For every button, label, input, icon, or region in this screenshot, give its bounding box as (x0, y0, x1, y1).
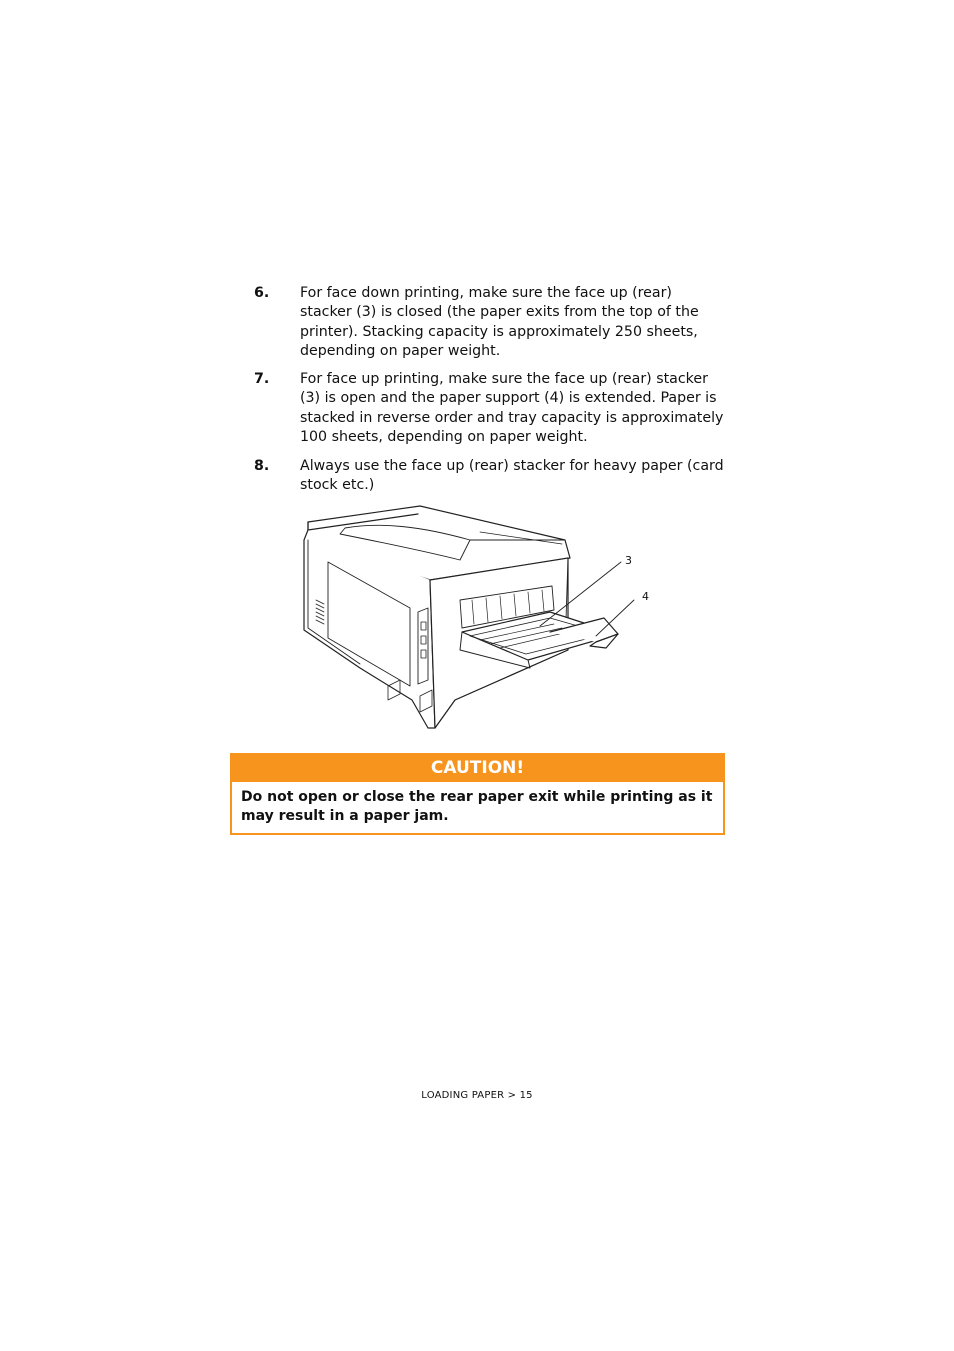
step-number: 7. (254, 371, 270, 387)
callout-3-label: 3 (625, 554, 632, 567)
printer-rear-illustration (300, 500, 660, 735)
step-number: 8. (254, 458, 270, 474)
callout-4-label: 4 (642, 590, 649, 603)
caution-box (230, 753, 725, 835)
step-number: 6. (254, 285, 270, 301)
page-footer: LOADING PAPER > 15 (421, 1090, 533, 1101)
caution-text: Do not open or close the rear paper exit while printing as it may result in a paper jam. (241, 789, 713, 824)
step-text: Always use the face up (rear) stacker for heavy paper (card stock etc.) (300, 458, 724, 494)
step-text: For face down printing, make sure the face up (rear) stacker (3) is closed (the paper exits from the top of the printer). Stacking capacity is approximately 250 sheets, depending on paper weight. (300, 285, 699, 359)
step-text: For face up printing, make sure the face up (rear) stacker (3) is open and the paper support (4) is extended. Paper is stacked in reverse order and tray capacity is approximately 100 sheets, depending on paper weight. (300, 371, 724, 445)
caution-title: CAUTION! (232, 755, 723, 782)
